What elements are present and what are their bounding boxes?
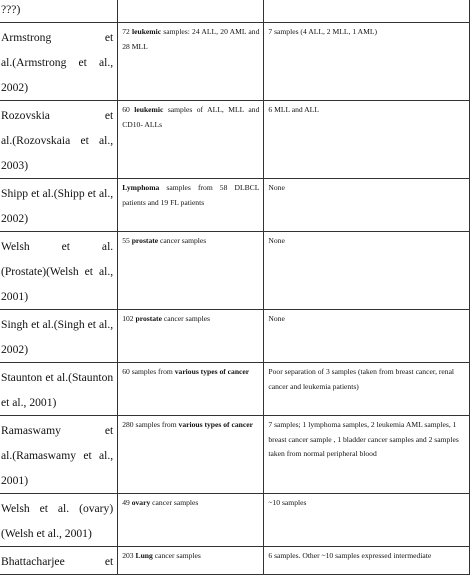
reference-cell [0, 23, 118, 101]
tissue-type: prostate [131, 236, 159, 245]
table-row [0, 23, 470, 101]
reference-cell [0, 179, 118, 232]
reference-text: al.(Ramaswamy et al., 2001) [1, 449, 114, 487]
samples-text: 49 [122, 498, 132, 507]
misclassified-text: None [268, 236, 285, 245]
misclassified-cell [264, 494, 470, 547]
misclassified-text: None [268, 183, 285, 192]
samples-text: samples from 58 DLBCL patients and 19 FL patients [122, 183, 260, 207]
tissue-type: various types of cancer [174, 367, 250, 376]
misclassified-text: ~10 samples [268, 498, 307, 507]
reference-text: al.(Armstrong et al., 2002) [1, 56, 114, 94]
samples-text: samples of ALL, MLL and CD10- ALLs [122, 105, 260, 129]
samples-cell [118, 232, 264, 310]
misclassified-cell [264, 310, 470, 363]
reference-cell [0, 310, 118, 363]
samples-text: samples: 24 ALL, 20 AML and 28 MLL [122, 27, 260, 51]
table-row [0, 363, 470, 416]
samples-text: 72 [122, 27, 132, 36]
samples-text: 55 [122, 236, 132, 245]
tissue-type: prostate [135, 314, 162, 323]
misclassified-text: None [268, 314, 285, 323]
misclassified-text: 6 MLL and ALL [268, 105, 319, 114]
samples-text: cancer samples [158, 236, 207, 245]
misclassified-cell [264, 0, 470, 23]
table-row [0, 416, 470, 494]
table-row [0, 547, 470, 575]
tissue-type: Lung [135, 551, 153, 560]
samples-text: 60 samples from [122, 367, 175, 376]
reference-line: Rozovskia et [1, 109, 114, 122]
reference-cell [0, 232, 118, 310]
reference-cell [0, 363, 118, 416]
misclassified-cell [264, 547, 470, 575]
samples-cell [118, 363, 264, 416]
table-row [0, 232, 470, 310]
reference-text: Welsh et al. (ovary)(Welsh et al., 2001) [1, 502, 114, 540]
table-row [0, 0, 470, 23]
reference-line: Ramaswamy et [1, 424, 114, 437]
samples-cell [118, 547, 264, 575]
reference-cell [0, 0, 118, 23]
misclassified-text: 7 samples (4 ALL, 2 MLL, 1 AML) [268, 27, 377, 36]
misclassified-cell [264, 232, 470, 310]
reference-text: Shipp et al.(Shipp et al., 2002) [1, 187, 114, 225]
samples-text: 280 samples from [122, 420, 179, 429]
samples-cell [118, 0, 264, 23]
samples-text: 60 [122, 105, 135, 114]
reference-text: al.(Rozovskaia et al., 2003) [1, 134, 114, 172]
samples-text: cancer samples [150, 498, 199, 507]
reference-text: Singh et al.(Singh et al., 2002) [1, 318, 114, 356]
reference-cell [0, 547, 118, 575]
samples-text: 203 [122, 551, 136, 560]
misclassified-text: 7 samples; 1 lymphoma samples, 2 leukemia AML samples, 1 breast cancer sample , 1 bladder cancer samples and 2 samples taken from normal peripheral blood [268, 420, 459, 458]
misclassified-cell [264, 179, 470, 232]
table-row [0, 310, 470, 363]
reference-cell [0, 101, 118, 179]
misclassified-cell [264, 23, 470, 101]
samples-cell [118, 179, 264, 232]
misclassified-text: Poor separation of 3 samples (taken from breast cancer, renal cancer and leukemia patients) [268, 367, 455, 391]
samples-text: cancer samples [152, 551, 201, 560]
table-row [0, 101, 470, 179]
tissue-type: various types of cancer [178, 420, 253, 429]
reference-line: Bhattacharjee et [1, 555, 114, 568]
samples-cell [118, 494, 264, 547]
tissue-type: ovary [131, 498, 151, 507]
samples-cell [118, 101, 264, 179]
samples-text: 102 [122, 314, 136, 323]
samples-cell [118, 416, 264, 494]
misclassified-cell [264, 101, 470, 179]
table-row [0, 494, 470, 547]
reference-cell [0, 494, 118, 547]
misclassified-cell [264, 416, 470, 494]
reference-text: (Prostate)(Welsh et al., 2001) [1, 265, 114, 303]
samples-cell [118, 310, 264, 363]
table-row [0, 179, 470, 232]
tissue-type: leukemic [134, 105, 164, 114]
reference-text: ???) [1, 3, 21, 16]
reference-cell [0, 416, 118, 494]
reference-line: Welsh et al. [1, 240, 114, 253]
misclassified-cell [264, 363, 470, 416]
samples-text: cancer samples [161, 314, 211, 323]
tissue-type: Lymphoma [122, 183, 160, 192]
reference-line: Armstrong et [1, 31, 114, 44]
samples-cell [118, 23, 264, 101]
tissue-type: leukemic [132, 27, 162, 36]
reference-text: Staunton et al.(Staunton et al., 2001) [1, 371, 114, 409]
misclassified-text: 6 samples. Other ~10 samples expressed intermediate [268, 551, 432, 560]
